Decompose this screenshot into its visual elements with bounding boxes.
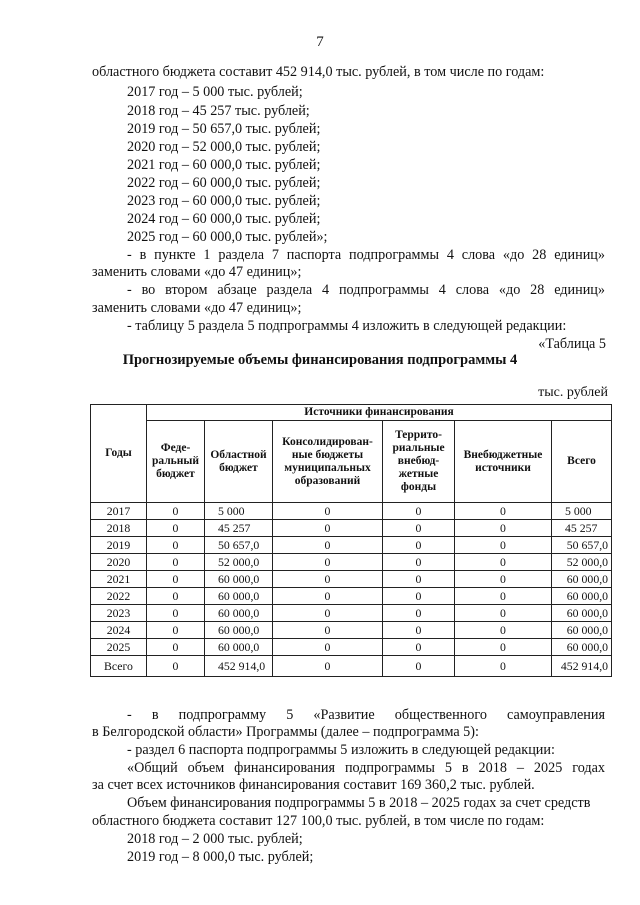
text-line: - таблицу 5 раздела 5 подпрограммы 4 изложить в следующей редакции: [127, 318, 567, 334]
text-line: - во втором абзаце раздела 4 подпрограммы 4 слова «до 28 единиц» [127, 282, 605, 298]
cell-total: 60 000,0 [552, 588, 612, 605]
text-line: Объем финансирования подпрограммы 5 в 2018 – 2025 годах за счет средств [127, 795, 591, 811]
year-line-2022: 2022 год – 60 000,0 тыс. рублей; [127, 175, 321, 191]
cell-territorial: 0 [383, 588, 455, 605]
cell-extrabudgetary: 0 [455, 656, 552, 677]
cell-municipal: 0 [273, 588, 383, 605]
table-row [91, 571, 612, 588]
table-row [91, 588, 612, 605]
cell-regional: 60 000,0 [205, 571, 273, 588]
table-row [91, 554, 612, 571]
header-total [552, 421, 612, 503]
text-line: областного бюджета составит 127 100,0 тыс. рублей, в том числе по годам: [92, 813, 545, 829]
cell-territorial: 0 [383, 639, 455, 656]
cell-regional: 50 657,0 [205, 537, 273, 554]
header-total-label: Всего [567, 455, 596, 467]
cell-extrabudgetary: 0 [455, 554, 552, 571]
cell-federal: 0 [147, 537, 205, 554]
header-federal [147, 421, 205, 503]
cell-federal: 0 [147, 588, 205, 605]
cell-federal: 0 [147, 656, 205, 677]
header-regional-label: Областной бюджет [210, 448, 267, 474]
header-sources: Источники финансирования [147, 405, 612, 421]
header-municipal-label: Консолидирован- ные бюджеты муниципальных образований [282, 435, 373, 487]
table-row [91, 503, 612, 520]
text-line: - в подпрограмму 5 «Развитие общественного самоуправления [127, 707, 605, 723]
text-line: «Общий объем финансирования подпрограммы 5 в 2018 – 2025 годах [127, 760, 605, 776]
table-row [91, 537, 612, 554]
cell-total: 50 657,0 [552, 537, 612, 554]
cell-territorial: 0 [383, 503, 455, 520]
table-row [91, 622, 612, 639]
cell-total: 60 000,0 [552, 622, 612, 639]
cell-federal: 0 [147, 571, 205, 588]
year-line-2018: 2018 год – 45 257 тыс. рублей; [127, 103, 310, 119]
cell-municipal: 0 [273, 554, 383, 571]
cell-extrabudgetary: 0 [455, 605, 552, 622]
cell-year: 2020 [91, 554, 147, 571]
cell-year: Всего [91, 656, 147, 677]
cell-extrabudgetary: 0 [455, 571, 552, 588]
year-line-2021: 2021 год – 60 000,0 тыс. рублей; [127, 157, 321, 173]
header-extrabudgetary [455, 421, 552, 503]
cell-year: 2017 [91, 503, 147, 520]
cell-territorial: 0 [383, 656, 455, 677]
table-title: Прогнозируемые объемы финансирования подпрограммы 4 [122, 352, 518, 368]
text-line: областного бюджета составит 452 914,0 тыс. рублей, в том числе по годам: [92, 64, 545, 80]
header-extrabudgetary-label: Внебюджетные источники [463, 448, 543, 474]
table-row [91, 520, 612, 537]
cell-extrabudgetary: 0 [455, 537, 552, 554]
table-row [91, 605, 612, 622]
cell-year: 2025 [91, 639, 147, 656]
cell-year: 2018 [91, 520, 147, 537]
cell-regional: 52 000,0 [205, 554, 273, 571]
table-unit: тыс. рублей [538, 385, 608, 400]
cell-year: 2019 [91, 537, 147, 554]
text-line: в Белгородской области» Программы (далее – подпрограмма 5): [92, 724, 479, 740]
text-line: за счет всех источников финансирования составит 169 360,2 тыс. рублей. [92, 777, 535, 793]
cell-extrabudgetary: 0 [455, 520, 552, 537]
cell-regional: 45 257 [205, 520, 273, 537]
year-line-2019: 2019 год – 50 657,0 тыс. рублей; [127, 121, 321, 137]
year-line-2024: 2024 год – 60 000,0 тыс. рублей; [127, 211, 321, 227]
cell-federal: 0 [147, 503, 205, 520]
table-row-total [91, 656, 612, 677]
cell-municipal: 0 [273, 605, 383, 622]
cell-territorial: 0 [383, 622, 455, 639]
cell-regional: 60 000,0 [205, 639, 273, 656]
header-municipal [273, 421, 383, 503]
year-line-2018: 2018 год – 2 000 тыс. рублей; [127, 831, 303, 847]
page-number: 7 [316, 34, 324, 50]
cell-federal: 0 [147, 554, 205, 571]
cell-total: 45 257 [552, 520, 612, 537]
table-label: «Таблица 5 [538, 336, 606, 352]
year-line-2023: 2023 год – 60 000,0 тыс. рублей; [127, 193, 321, 209]
header-years: Годы [91, 405, 147, 503]
cell-municipal: 0 [273, 520, 383, 537]
table-row [91, 639, 612, 656]
cell-territorial: 0 [383, 571, 455, 588]
year-line-2019: 2019 год – 8 000,0 тыс. рублей; [127, 849, 314, 865]
cell-year: 2022 [91, 588, 147, 605]
cell-regional: 60 000,0 [205, 622, 273, 639]
cell-regional: 5 000 [205, 503, 273, 520]
year-line-2017: 2017 год – 5 000 тыс. рублей; [127, 84, 303, 100]
cell-municipal: 0 [273, 571, 383, 588]
cell-year: 2023 [91, 605, 147, 622]
cell-extrabudgetary: 0 [455, 639, 552, 656]
cell-territorial: 0 [383, 520, 455, 537]
cell-total: 60 000,0 [552, 605, 612, 622]
year-line-2020: 2020 год – 52 000,0 тыс. рублей; [127, 139, 321, 155]
financing-table [90, 404, 612, 677]
cell-total: 52 000,0 [552, 554, 612, 571]
header-regional [205, 421, 273, 503]
cell-regional: 60 000,0 [205, 605, 273, 622]
cell-territorial: 0 [383, 537, 455, 554]
header-territorial-funds [383, 421, 455, 503]
cell-municipal: 0 [273, 639, 383, 656]
cell-total: 452 914,0 [552, 656, 612, 677]
cell-total: 60 000,0 [552, 639, 612, 656]
text-line: заменить словами «до 47 единиц»; [92, 300, 302, 316]
cell-federal: 0 [147, 605, 205, 622]
header-federal-label: Феде- ральный бюджет [151, 442, 199, 480]
cell-municipal: 0 [273, 656, 383, 677]
text-line: - раздел 6 паспорта подпрограммы 5 изложить в следующей редакции: [127, 742, 555, 758]
cell-extrabudgetary: 0 [455, 622, 552, 639]
cell-extrabudgetary: 0 [455, 588, 552, 605]
cell-extrabudgetary: 0 [455, 503, 552, 520]
cell-total: 5 000 [552, 503, 612, 520]
cell-federal: 0 [147, 639, 205, 656]
cell-municipal: 0 [273, 622, 383, 639]
cell-municipal: 0 [273, 537, 383, 554]
cell-regional: 452 914,0 [205, 656, 273, 677]
cell-total: 60 000,0 [552, 571, 612, 588]
cell-federal: 0 [147, 520, 205, 537]
cell-federal: 0 [147, 622, 205, 639]
cell-regional: 60 000,0 [205, 588, 273, 605]
text-line: - в пункте 1 раздела 7 паспорта подпрограммы 4 слова «до 28 единиц» [127, 247, 605, 263]
cell-municipal: 0 [273, 503, 383, 520]
cell-territorial: 0 [383, 605, 455, 622]
header-territorial-funds-label: Террито- риальные внебюд- жетные фонды [392, 429, 445, 493]
year-line-2025: 2025 год – 60 000,0 тыс. рублей»; [127, 229, 328, 245]
cell-year: 2021 [91, 571, 147, 588]
cell-territorial: 0 [383, 554, 455, 571]
text-line: заменить словами «до 47 единиц»; [92, 264, 302, 280]
cell-year: 2024 [91, 622, 147, 639]
